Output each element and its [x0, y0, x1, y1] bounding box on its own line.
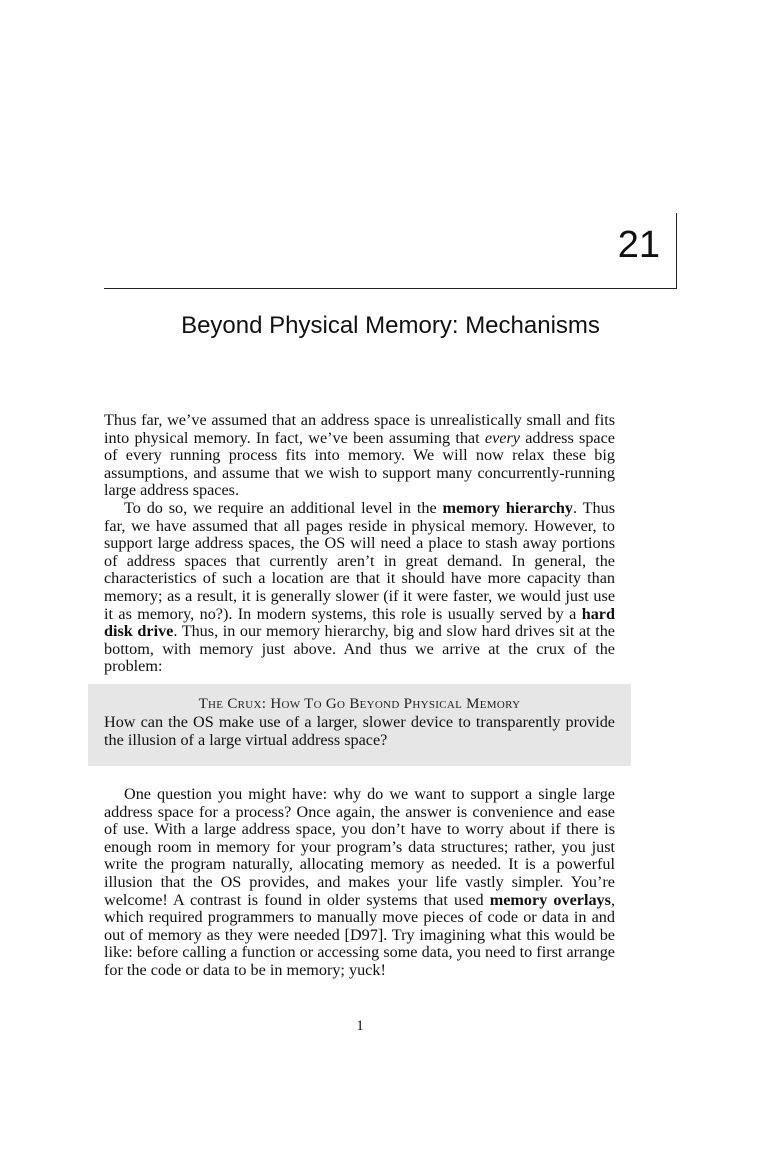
paragraph-intro-text-end: address space of every running process fits into memory. We will now relax these big assumptions, and assume that we wish to support many concurrently-running large address spaces.	[104, 428, 615, 500]
chapter-number: 21	[617, 224, 660, 266]
crux-box	[88, 684, 631, 766]
paragraph-intro	[104, 412, 615, 500]
paragraph-2-text-start: To do so, we require an additional level in the	[124, 498, 443, 517]
paragraph-2-text-middle: . Thus far, we have assumed that all pages reside in physical memory. However, to support large address spaces, the OS will need a place to stash away portions of address spaces that currently aren’t in great demand. In general, the characteristics of such a location are that it should have more capacity than memory; as a result, it is generally slower (if it were faster, we would just use it as memory, no?). In modern systems, this role is usually served by a	[104, 498, 615, 623]
paragraph-intro-text: Thus far, we’ve assumed that an address space is unrealistically small and fits into physical memory. In fact, we’ve been assuming that	[104, 411, 615, 447]
crux-title: The Crux: How To Go Beyond Physical Memory	[198, 696, 521, 712]
intro-text-block	[104, 412, 615, 676]
page-number: 1	[356, 1018, 364, 1034]
paragraph-3-text-end: , which required programmers to manually move pieces of code or data in and out of memory as they were needed [D97]. Try imagining what this would be like: before calling a function or accessing some data, you need to first arrange for the code or data to be in memory; yuck!	[104, 890, 615, 979]
paragraph-2-text-end: . Thus, in our memory hierarchy, big and slow hard drives sit at the bottom, with memory just above. And thus we arrive at the crux of the problem:	[104, 622, 615, 676]
emphasis-every: every	[484, 428, 520, 447]
overlay-text-block	[104, 786, 615, 980]
paragraph-memory-overlays	[104, 786, 615, 980]
term-memory-hierarchy: memory hierarchy	[442, 498, 574, 517]
term-memory-overlays: memory overlays	[489, 890, 611, 909]
chapter-rule-horizontal	[104, 288, 677, 289]
chapter-title: Beyond Physical Memory: Mechanisms	[181, 312, 600, 339]
paragraph-memory-hierarchy	[104, 500, 615, 676]
crux-question: How can the OS make use of a larger, slower device to transparently provide the illusion of a large virtual address space?	[104, 713, 615, 749]
term-hard-disk-drive: hard disk drive	[104, 604, 615, 641]
paragraph-3-text-start: One question you might have: why do we want to support a single large address space for a process? Once again, the answer is convenience and ease of use. With a large address space, you don’t have to worry about if there is enough room in memory for your program’s data structures; rather, you just write the program naturally, allocating memory as needed. It is a powerful illusion that the OS provides, and makes your life vastly simpler. You’re welcome! A contrast is found in older systems that used	[104, 785, 615, 909]
chapter-rule-vertical	[676, 213, 677, 289]
